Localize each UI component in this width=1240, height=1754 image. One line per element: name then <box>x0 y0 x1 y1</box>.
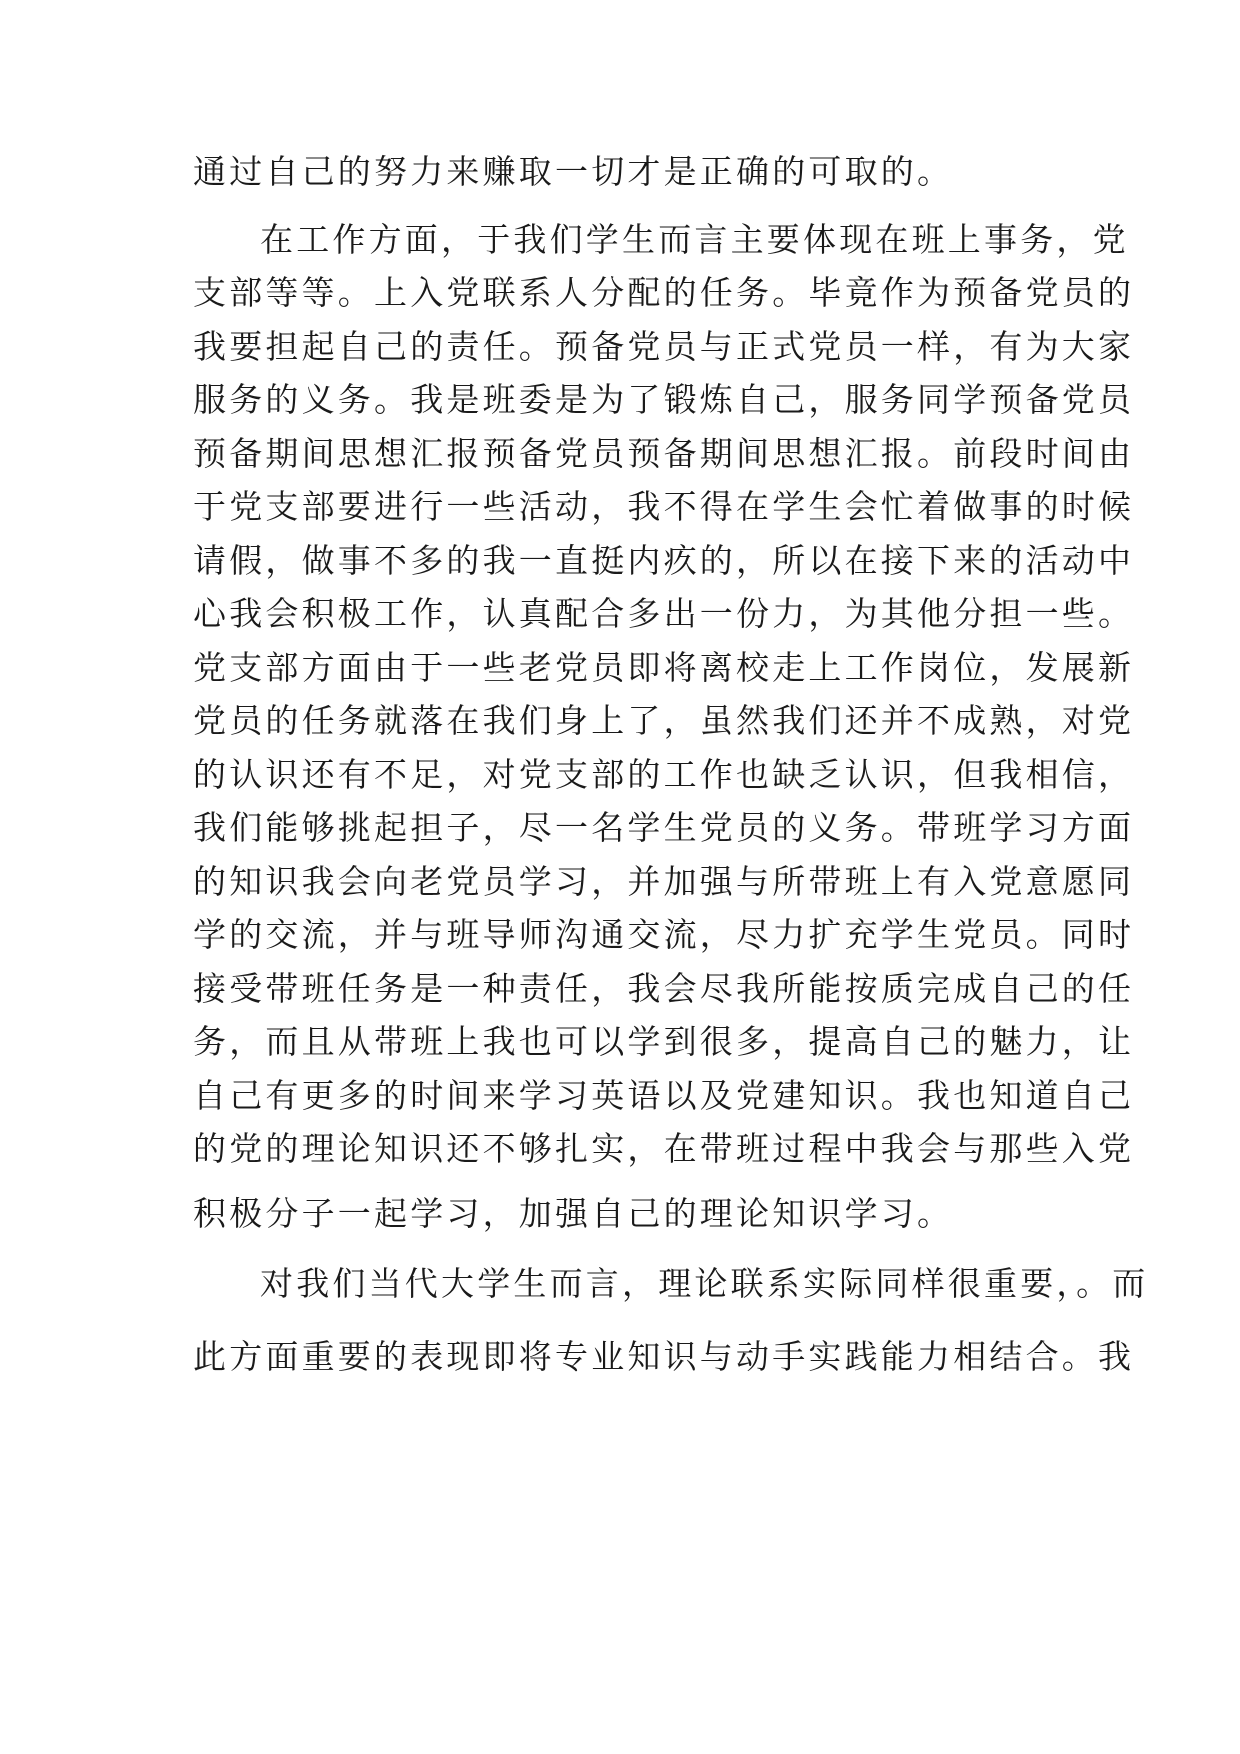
text-line-6: 预备期间思想汇报预备党员预备期间思想汇报。前段时间由 <box>193 434 1135 473</box>
text-line-15: 学的交流，并与班导师沟通交流，尽力扩充学生党员。同时 <box>193 915 1135 954</box>
text-line-22: 此方面重要的表现即将专业知识与动手实践能力相结合。我 <box>193 1337 1135 1376</box>
text-line-4: 我要担起自己的责任。预备党员与正式党员一样，有为大家 <box>193 327 1135 366</box>
text-line-2: 在工作方面，于我们学生而言主要体现在班上事务，党 <box>260 220 1129 259</box>
text-line-8: 请假，做事不多的我一直挺内疚的，所以在接下来的活动中 <box>193 541 1135 580</box>
text-line-3: 支部等等。上入党联系人分配的任务。毕竟作为预备党员的 <box>193 273 1135 312</box>
text-line-12: 的认识还有不足，对党支部的工作也缺乏认识，但我相信， <box>193 755 1135 794</box>
text-line-16: 接受带班任务是一种责任，我会尽我所能按质完成自己的任 <box>193 969 1135 1008</box>
text-line-13: 我们能够挑起担子，尽一名学生党员的义务。带班学习方面 <box>193 808 1135 847</box>
text-line-21: 对我们当代大学生而言，理论联系实际同样很重要，。而 <box>260 1264 1149 1303</box>
text-line-7: 于党支部要进行一些活动，我不得在学生会忙着做事的时候 <box>193 487 1135 526</box>
text-line-9: 心我会积极工作，认真配合多出一份力，为其他分担一些。 <box>193 594 1135 633</box>
text-line-1: 通过自己的努力来赚取一切才是正确的可取的。 <box>193 152 954 191</box>
text-line-20: 积极分子一起学习，加强自己的理论知识学习。 <box>193 1194 954 1233</box>
text-line-17: 务，而且从带班上我也可以学到很多，提高自己的魅力，让 <box>193 1022 1135 1061</box>
text-line-11: 党员的任务就落在我们身上了，虽然我们还并不成熟，对党 <box>193 701 1135 740</box>
text-line-10: 党支部方面由于一些老党员即将离校走上工作岗位，发展新 <box>193 648 1135 687</box>
text-line-5: 服务的义务。我是班委是为了锻炼自己，服务同学预备党员 <box>193 380 1135 419</box>
text-line-19: 的党的理论知识还不够扎实，在带班过程中我会与那些入党 <box>193 1129 1135 1168</box>
text-line-14: 的知识我会向老党员学习，并加强与所带班上有入党意愿同 <box>193 862 1135 901</box>
text-line-18: 自己有更多的时间来学习英语以及党建知识。我也知道自己 <box>193 1076 1135 1115</box>
